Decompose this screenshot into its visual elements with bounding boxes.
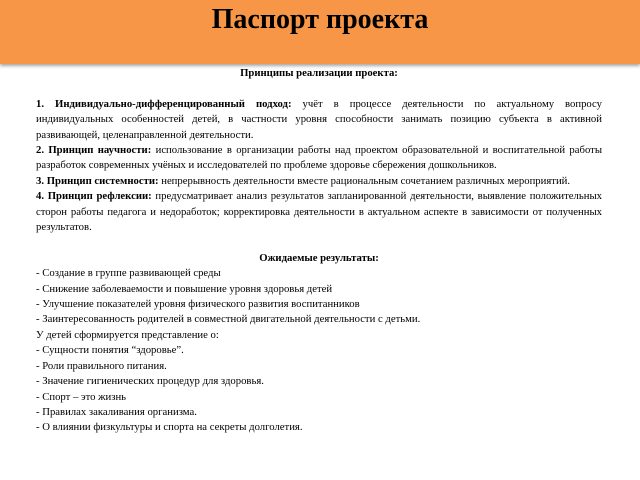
result-line: - Роли правильного питания. — [36, 359, 167, 372]
result-line: - Улучшение показателей уровня физического развития воспитанников — [36, 298, 360, 311]
result-line: - Правилах закаливания организма. — [36, 405, 197, 418]
principle-item — [36, 143, 602, 174]
content-area — [36, 66, 602, 436]
principle-label: 3. Принцип системности: — [36, 174, 159, 187]
principle-text: непрерывность деятельности вместе рациональным сочетанием различных мероприятий. — [161, 174, 571, 187]
spacer — [36, 235, 602, 250]
principle-text: использование в организации работы над проектом образовательной и воспитательной работы разработок современных учёных и исследователей по проблеме здоровье сбережения дошкольников. — [36, 144, 603, 172]
result-line: - О влиянии физкультуры и спорта на секреты долголетия. — [36, 421, 303, 434]
result-line: У детей сформируется представление о: — [36, 328, 219, 341]
title-banner — [0, 0, 640, 64]
principles-heading: Принципы реализации проекта: — [240, 67, 398, 79]
principle-text: предусматривает анализ результатов запланированной деятельности, выявление положительных сторон работы педагога и недоработок; корректировка деятельности в актуальном аспекте в зависимости от полученных результатов. — [36, 190, 603, 234]
principle-text: учёт в процессе деятельности по актуальному вопросу индивидуальных особенностей детей, в частности уровня способности занимать позицию субъекта в активной развивающей, целенаправленной деятельности. — [36, 97, 602, 141]
principle-label: 1. Индивидуально-дифференцированный подход: — [36, 97, 292, 110]
results-heading: Ожидаемые результаты: — [259, 251, 379, 264]
principle-label: 4. Принцип рефлексии: — [36, 190, 152, 203]
principle-item — [36, 174, 602, 189]
result-line: - Значение гигиенических процедур для здоровья. — [36, 375, 264, 388]
principle-item — [36, 189, 602, 235]
result-line: - Сущности понятия “здоровье”. — [36, 344, 184, 357]
result-line: - Снижение заболеваемости и повышение уровня здоровья детей — [36, 282, 333, 295]
page-title: Паспорт проекта — [211, 4, 429, 35]
result-line: - Заинтересованность родителей в совместной двигательной деятельности с детьми. — [36, 313, 421, 326]
principle-item — [36, 97, 602, 143]
spacer — [36, 81, 602, 96]
result-line: - Спорт – это жизнь — [36, 390, 127, 403]
principle-label: 2. Принцип научности: — [36, 144, 152, 157]
result-line: - Создание в группе развивающей среды — [36, 267, 221, 280]
